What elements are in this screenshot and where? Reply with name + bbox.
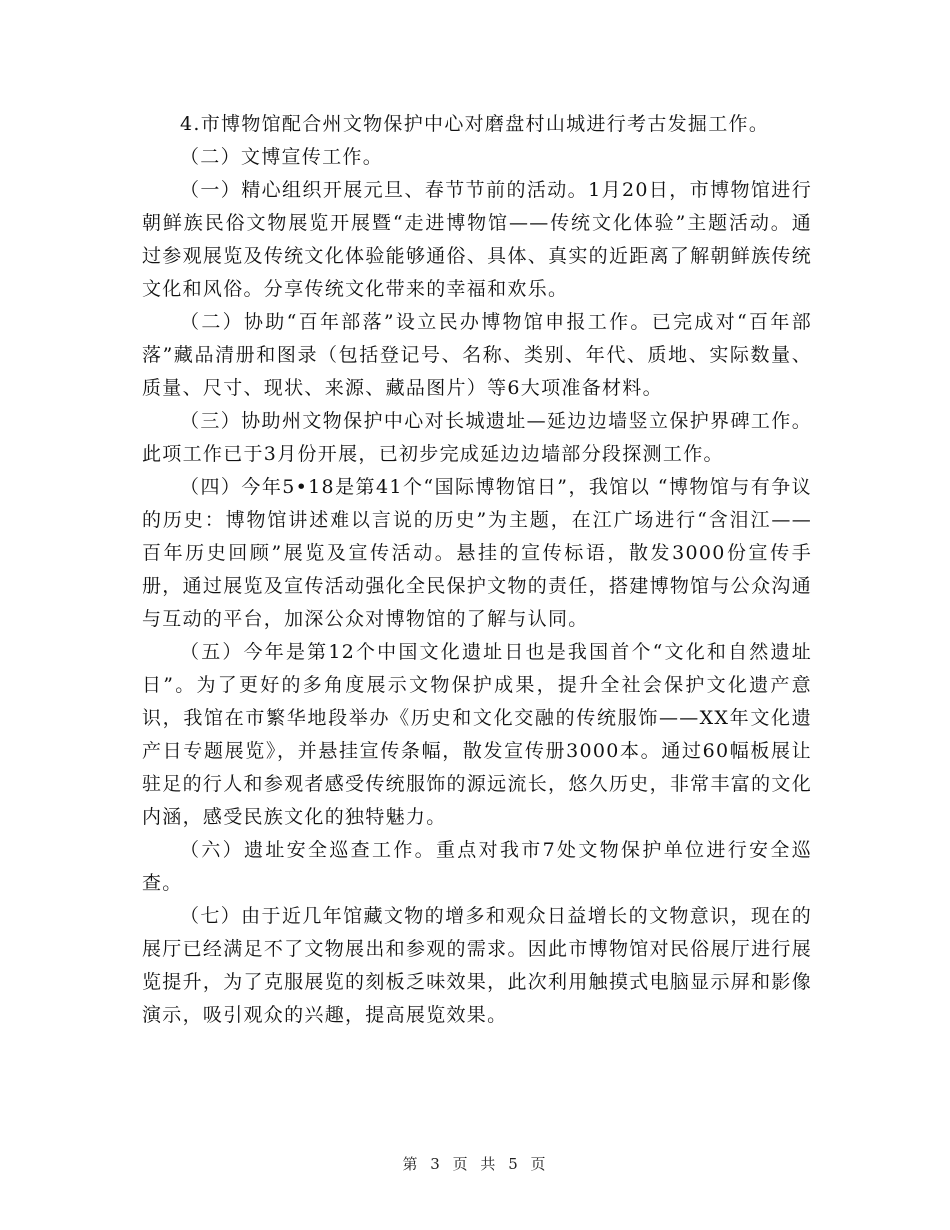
section-heading-publicity: （二）文博宣传工作。 bbox=[180, 146, 384, 168]
paragraph-museum-day: （四）今年5•18是第41个“国际博物馆日”，我馆以 “博物馆与有争议的历史：博物馆讲述难以言说的历史”为主题，在江广场进行“含泪江——百年历史回顾”展览及宣传活动。悬挂的宣传标语，散发3000份宣传手册，通过展览及宣传活动强化全民保护文物的责任，搭建博物馆与公众沟通与互动的平台，加深公众对博物馆的了解与认同。 bbox=[142, 476, 812, 630]
footer-current-page: 3 bbox=[430, 1155, 442, 1173]
footer-total-word: 共 bbox=[480, 1155, 498, 1173]
paragraph-private-museum: （二）协助“百年部落”设立民办博物馆申报工作。已完成对“百年部落”藏品清册和图录（包括登记号、名称、类别、年代、质地、实际数量、质量、尺寸、现状、来源、藏品图片）等6大项准备材料。 bbox=[142, 311, 812, 399]
footer-prefix: 第 bbox=[402, 1155, 420, 1173]
footer-suffix: 页 bbox=[530, 1155, 548, 1173]
paragraph-safety-inspection: （六）遗址安全巡查工作。重点对我市7处文物保护单位进行安全巡查。 bbox=[142, 839, 812, 894]
paragraph-boundary-markers: （三）协助州文物保护中心对长城遗址—延边边墙竖立保护界碑工作。此项工作已于3月份开展，已初步完成延边边墙部分段探测工作。 bbox=[142, 410, 812, 465]
page-footer bbox=[0, 1153, 950, 1174]
paragraph-exhibition-upgrade: （七）由于近几年馆藏文物的增多和观众日益增长的文物意识，现在的展厅已经满足不了文物展出和参观的需求。因此市博物馆对民俗展厅进行展览提升，为了克服展览的刻板乏味效果，此次利用触摸式电脑显示屏和影像演示，吸引观众的兴趣，提高展览效果。 bbox=[142, 905, 812, 1026]
footer-page-word: 页 bbox=[452, 1155, 470, 1173]
document-body bbox=[142, 108, 812, 1032]
paragraph-new-year-activities: （一）精心组织开展元旦、春节节前的活动。1月20日，市博物馆进行朝鲜族民俗文物展览开展暨“走进博物馆——传统文化体验”主题活动。通过参观展览及传统文化体验能够通俗、具体、真实的近距离了解朝鲜族传统文化和风俗。分享传统文化带来的幸福和欢乐。 bbox=[142, 179, 812, 300]
paragraph-item-4: 4.市博物馆配合州文物保护中心对磨盘村山城进行考古发掘工作。 bbox=[180, 113, 770, 135]
footer-total-pages: 5 bbox=[508, 1155, 520, 1173]
paragraph-heritage-day: （五）今年是第12个中国文化遗址日也是我国首个“文化和自然遗址日”。为了更好的多角度展示文物保护成果，提升全社会保护文化遗产意识，我馆在市繁华地段举办《历史和文化交融的传统服饰——XX年文化遗产日专题展览》，并悬挂宣传条幅，散发宣传册3000本。通过60幅板展让驻足的行人和参观者感受传统服饰的源远流长，悠久历史，非常丰富的文化内涵，感受民族文化的独特魅力。 bbox=[142, 641, 812, 828]
